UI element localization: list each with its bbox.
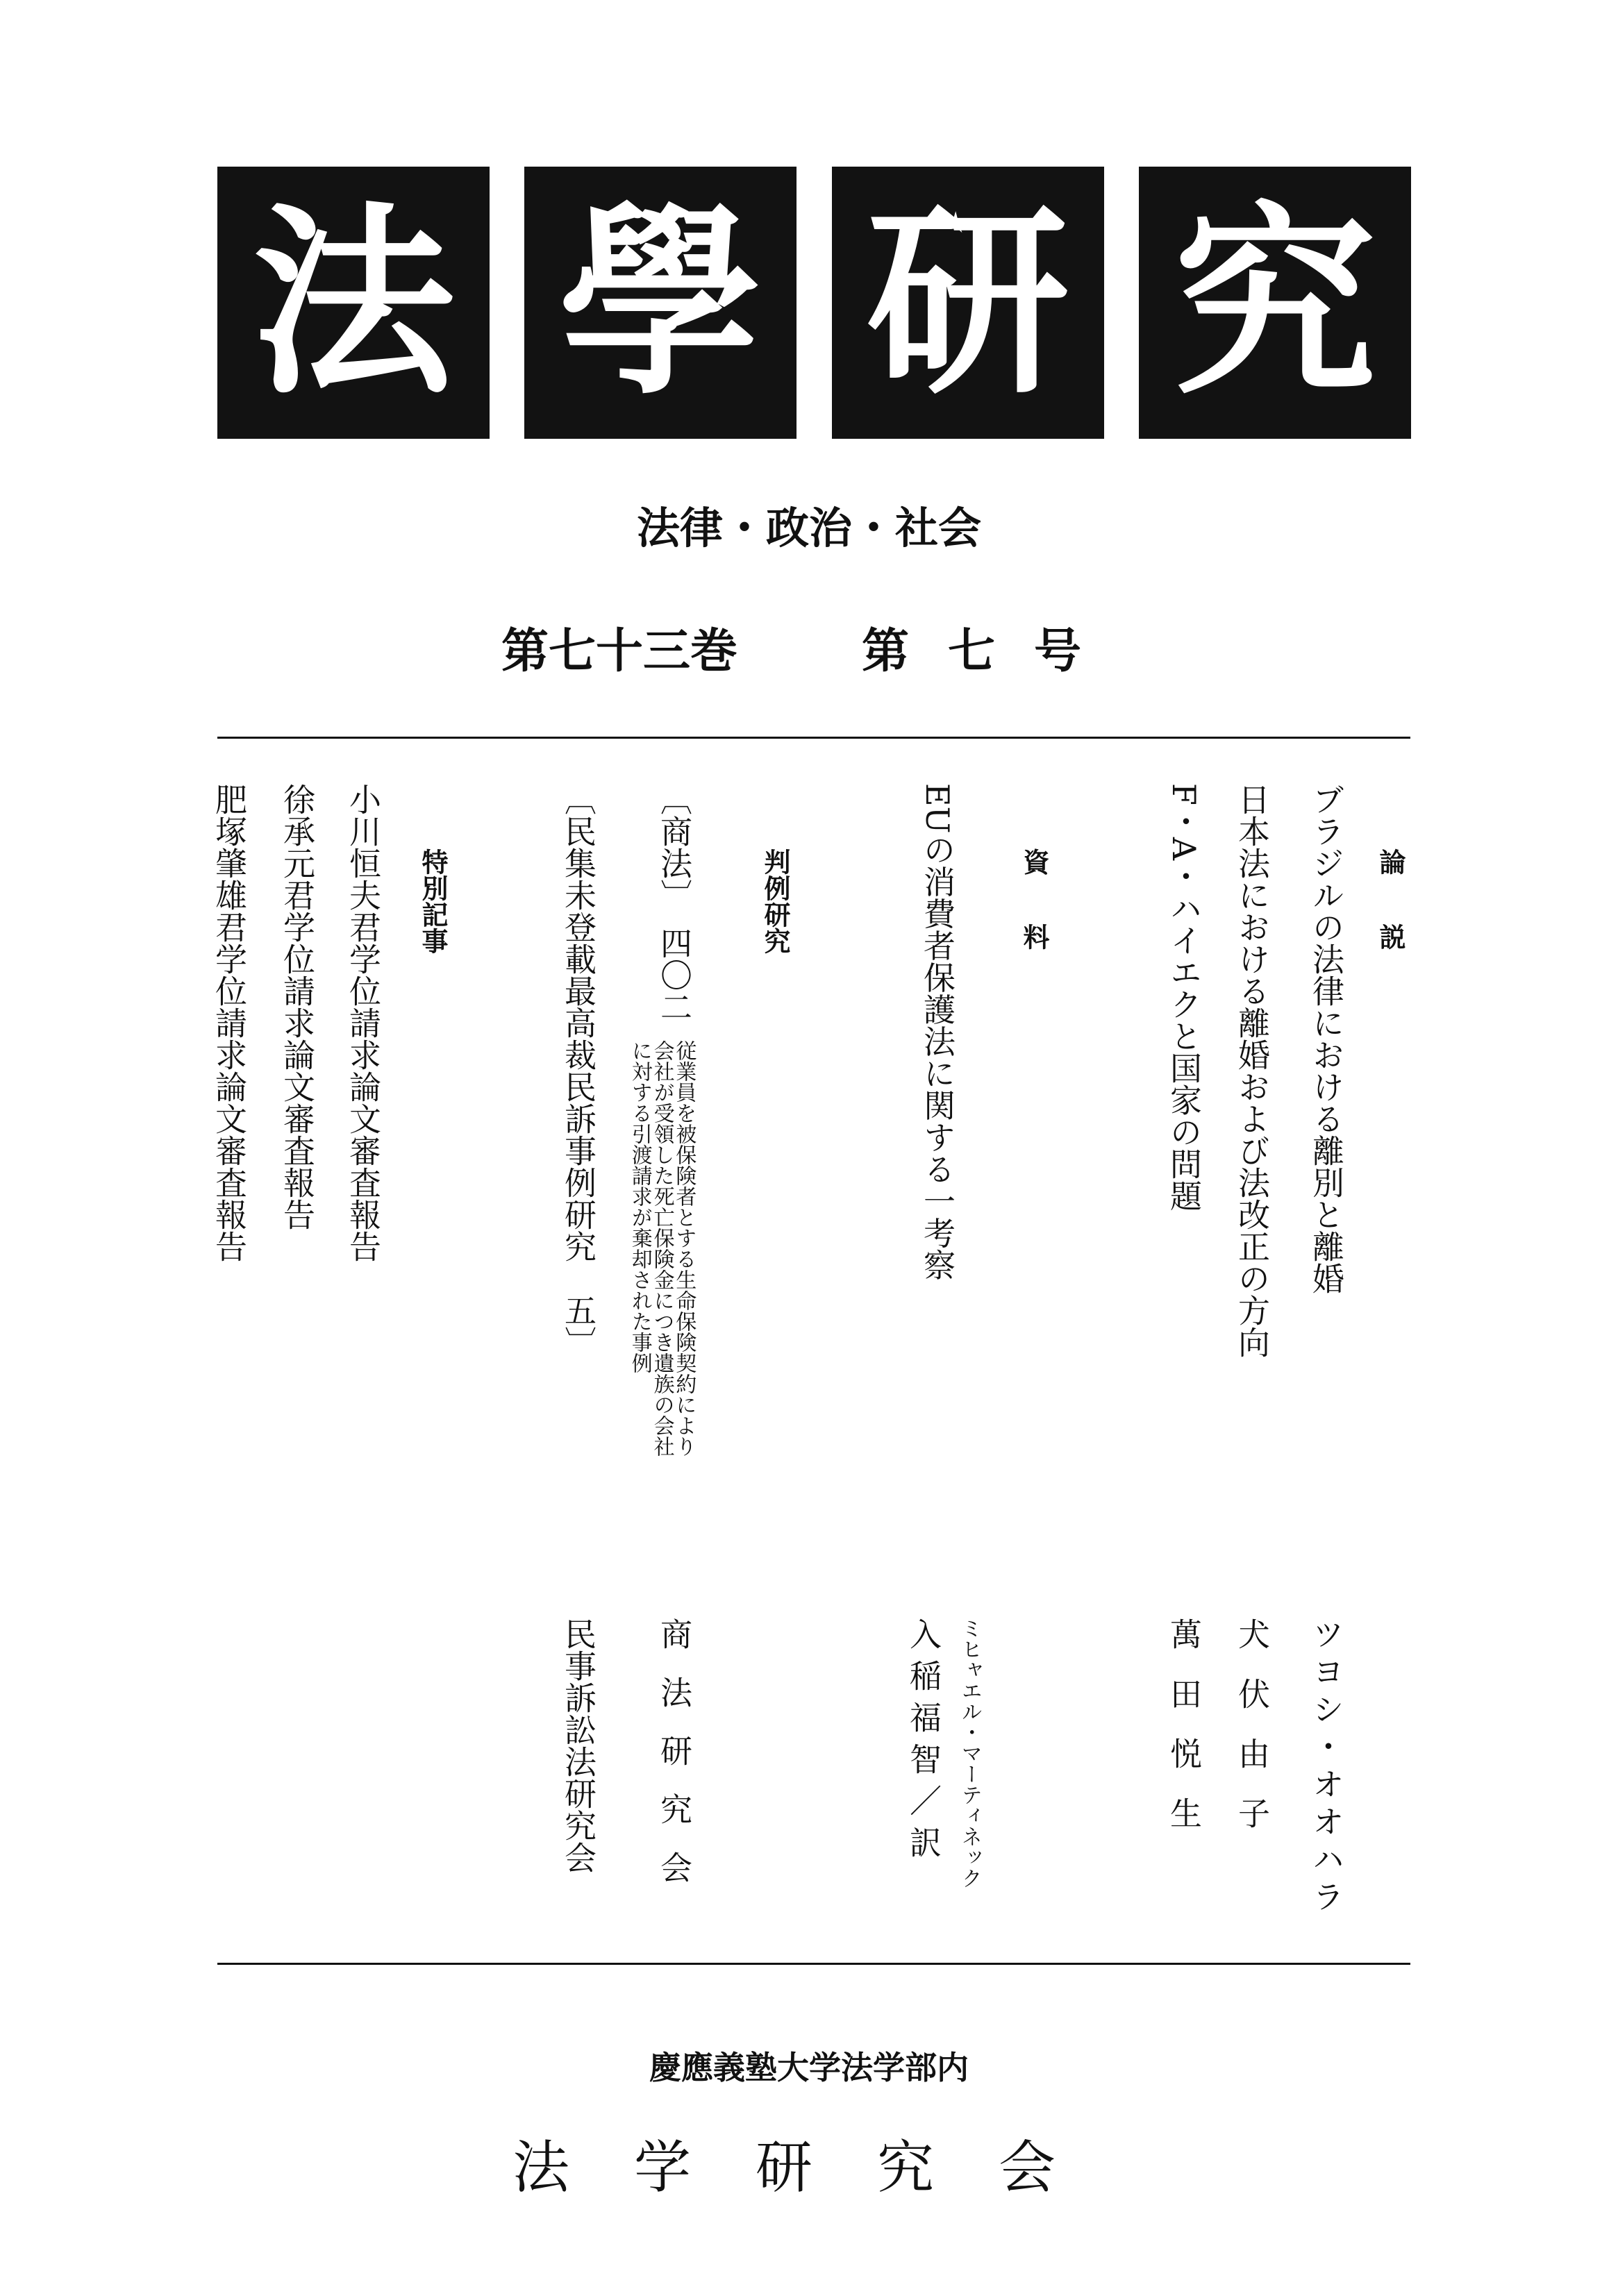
article-author-1: ツヨシ・オオハラ <box>1308 1618 1345 1918</box>
case-description-line-1: 従業員を被保険者とする生命保険契約により <box>672 1040 697 1457</box>
journal-subtitle: 法律・政治・社会 <box>636 503 981 553</box>
publisher-institution: 慶應義塾大学法学部内 <box>649 2049 969 2086</box>
case-number: 四〇二 <box>656 927 693 1023</box>
article-title-4: EUの消費者保護法に関する一考察 <box>919 783 956 1281</box>
title-tile-ho: 法 <box>217 167 490 439</box>
special-article-3: 肥塚肇雄君学位請求論文審査報告 <box>210 783 248 1262</box>
volume-number: 第七十三巻 <box>501 624 738 679</box>
special-article-1: 小川恒夫君学位請求論文審査報告 <box>344 783 382 1262</box>
case-description-line-3: に対する引渡請求が棄却された事例 <box>627 1040 652 1373</box>
title-tile-ken: 研 <box>832 167 1104 439</box>
section-heading-ronsetsu: 論説 <box>1375 848 1406 998</box>
case-description-line-2: 会社が受領した死亡保険金につき遺族の会社 <box>649 1040 674 1457</box>
article-author-2: 犬伏由子 <box>1233 1618 1271 1857</box>
case-category <box>656 783 693 1023</box>
section-heading-shiryo: 資料 <box>1019 848 1049 998</box>
section-heading-hanrei: 判例研究 <box>760 848 790 954</box>
article-author-4-translator: 入稲福智／訳 <box>905 1618 942 1868</box>
case-author-2: 民事訴訟法研究会 <box>560 1618 597 1873</box>
section-heading-tokubetsu: 特別記事 <box>417 848 448 954</box>
case-description <box>627 1040 697 1457</box>
article-title-3: F・A・ハイエクと国家の問題 <box>1165 783 1203 1212</box>
case-author-1: 商法研究会 <box>656 1618 693 1909</box>
article-title-1: ブラジルの法律における離別と離婚 <box>1308 783 1345 1294</box>
divider-top <box>217 737 1410 739</box>
case-category-label: 〔商法〕 <box>656 783 693 895</box>
divider-bottom <box>217 1963 1410 1965</box>
issue-number: 第七号 <box>862 624 1121 679</box>
special-article-2: 徐承元君学位請求論文審査報告 <box>278 783 316 1230</box>
article-author-4-original: ミヒャエル・マーティネック <box>957 1618 982 1888</box>
article-author-3: 萬田悦生 <box>1165 1618 1203 1857</box>
title-tile-gaku: 學 <box>524 167 797 439</box>
publisher-name: 法学研究会 <box>512 2135 1121 2201</box>
title-tile-kyu: 究 <box>1139 167 1411 439</box>
case-title-2: 〔民集未登載最高裁民訴事例研究 五〕 <box>560 783 597 1358</box>
article-title-2: 日本法における離婚および法改正の方向 <box>1233 783 1271 1358</box>
